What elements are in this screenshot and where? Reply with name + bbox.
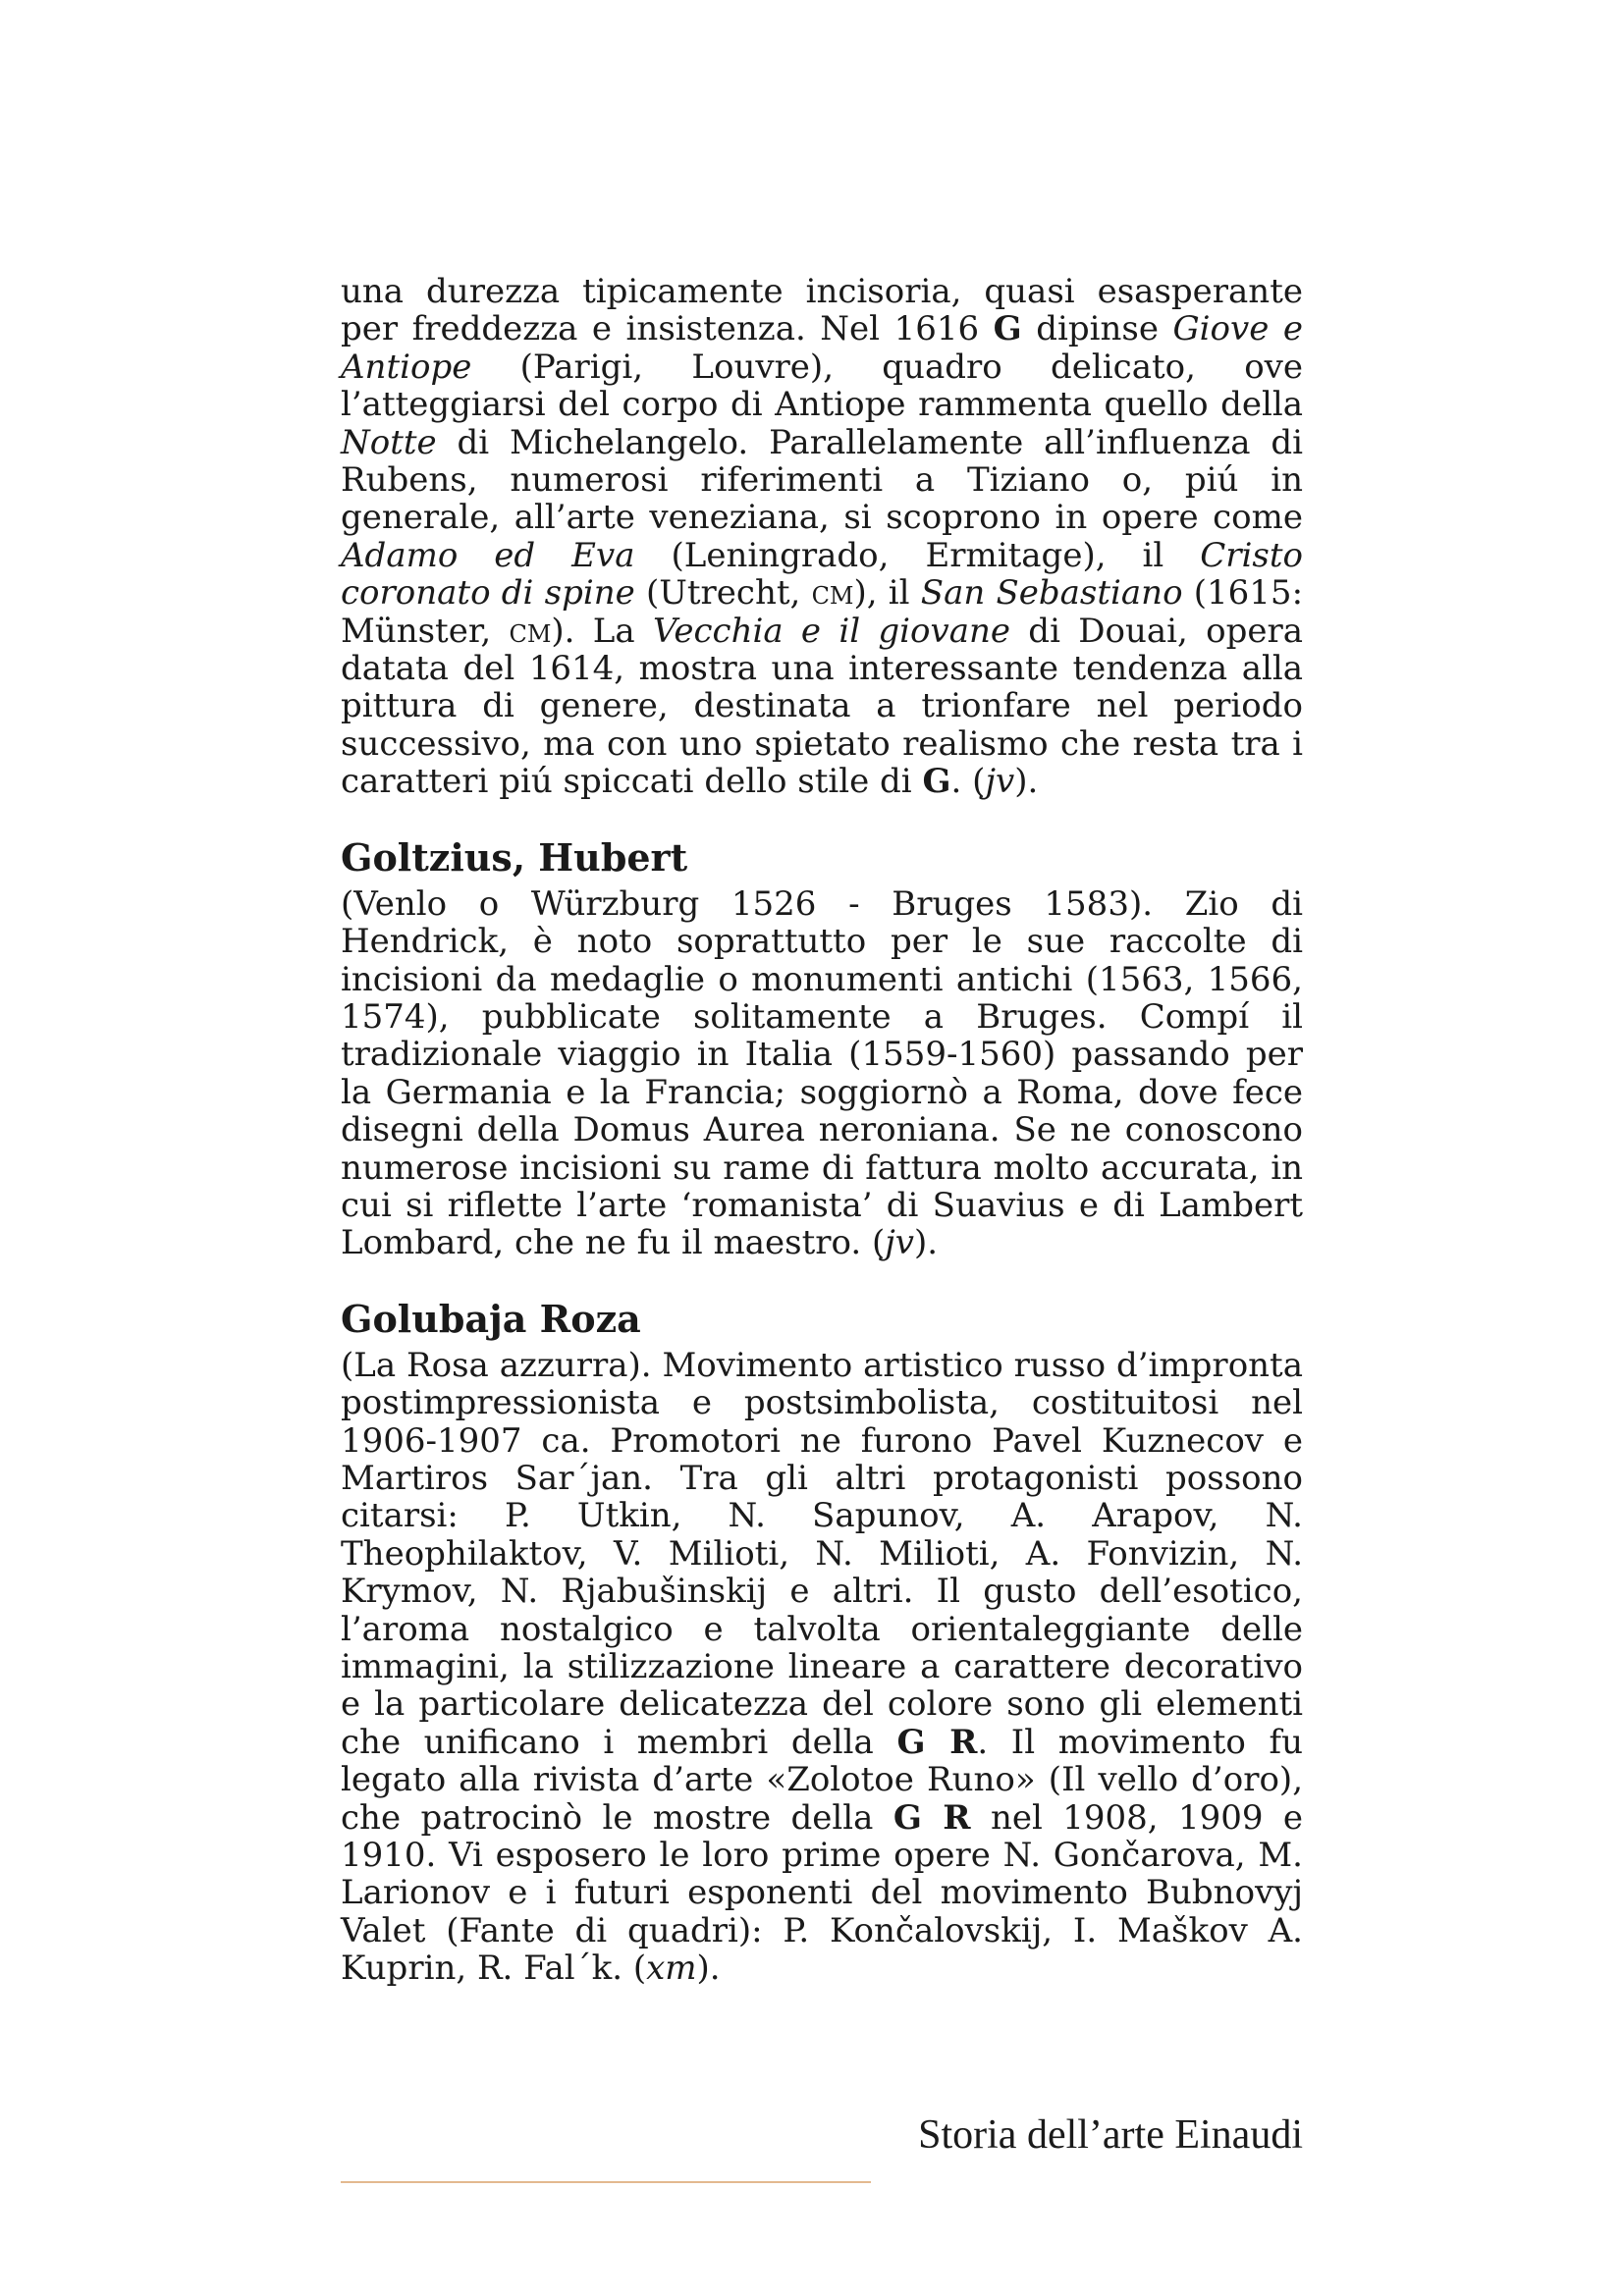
text-run: (Utrecht,: [634, 573, 812, 614]
text-run: nel 1908, 1909 e 1910. Vi esposero le loro prime opere N. Gončarova, M. Larionov e i futuri esponenti del movimento Bubnovyj Valet (Fante di quadri): P. Končalovskij, I. Maškov A. Kuprin, R. Fal´k. (: [341, 1797, 1303, 1989]
text-run: una durezza tipicamente incisoria, quasi esasperante per freddezza e insistenza. Nel 1616: [341, 272, 1303, 349]
italic-run: jv: [985, 762, 1015, 802]
continuation-paragraph: [341, 273, 1303, 801]
text-run: (Venlo o Würzburg 1526 - Bruges 1583). Zio di Hendrick, è noto soprattutto per le sue raccolte di incisioni da medaglie o monumenti antichi (1563, 1566, 1574), pubblicate solitamente a Bruges. Compí il tradizionale viaggio in Italia (1559-1560) passando per la Germania e la Francia; soggiornò a Roma, dove fece disegni della Domus Aurea neroniana. Se ne conoscono numerose incisioni su rame di fattura molto accurata, in cui si riflette l’arte ‘romanista’ di Suavius e di Lambert Lombard, che ne fu il maestro. (: [341, 883, 1303, 1263]
bold-run: G: [993, 309, 1022, 349]
entry-goltzius-hubert: [341, 836, 1303, 1262]
text-run: (Leningrado, Ermitage), il: [634, 535, 1201, 575]
entry-paragraph: [341, 885, 1303, 1262]
text-run: ).: [914, 1223, 939, 1263]
text-run: di Michelangelo. Parallelamente all’influenza di Rubens, numerosi riferimenti a Tiziano o, piú in generale, all’arte veneziana, si scoprono in opere come: [341, 422, 1303, 538]
entry-continuation: [341, 273, 1303, 801]
text-run: . Il movimento fu legato alla rivista d’arte «Zolotoe Runo» (Il vello d’oro), che patrocinò le mostre della: [341, 1722, 1303, 1838]
footer-title: Storia dell’arte Einaudi: [918, 2112, 1303, 2158]
text-run: (Parigi, Louvre), quadro delicato, ove l’atteggiarsi del corpo di Antiope rammenta quello della: [341, 347, 1303, 425]
italic-run: San Sebastiano: [920, 573, 1183, 614]
italic-run: Giove e Antiope: [341, 309, 1304, 387]
text-column: [341, 273, 1303, 1988]
bold-run: G: [922, 762, 951, 802]
italic-run: Vecchia e il giovane: [652, 611, 1010, 651]
entry-title: Goltzius, Hubert: [341, 834, 688, 880]
text-run: (La Rosa azzurra). Movimento artistico russo d’impronta postimpressionista e postsimbolista, costituitosi nel 1906-1907 ca. Promotori ne furono Pavel Kuznecov e Martiros Sar´jan. Tra gli altri protagonisti possono citarsi: P. Utkin, N. Sapunov, A. Arapov, N. Theophilaktov, V. Milioti, N. Milioti, A. Fonvizin, N. Krymov, N. Rjabušinskij e altri. Il gusto dell’esotico, l’aroma nostalgico e talvolta orientaleggiante delle immagini, la stilizzazione lineare a carattere decorativo e la particolare delicatezza del colore sono gli elementi che unificano i membri della: [341, 1345, 1303, 1762]
smallcaps-run: cm: [509, 611, 552, 651]
italic-run: Notte: [341, 422, 437, 462]
italic-run: jv: [885, 1223, 914, 1263]
text-run: . (: [950, 762, 986, 802]
entry-title: Golubaja Roza: [341, 1296, 641, 1341]
text-run: (1615: Münster,: [341, 573, 1304, 651]
text-run: dipinse: [1021, 309, 1173, 349]
text-run: ). La: [551, 611, 653, 651]
italic-run: Adamo ed Eva: [341, 535, 635, 575]
text-run: ).: [1014, 762, 1039, 802]
footer-rule: [341, 2181, 871, 2183]
bold-run: G R: [896, 1722, 978, 1762]
page-footer: [341, 2109, 1303, 2162]
italic-run: xm: [646, 1949, 697, 1989]
text-run: ).: [696, 1949, 721, 1989]
text-run: ), il: [853, 573, 921, 614]
italic-run: Cristo coronato di spine: [341, 535, 1303, 614]
smallcaps-run: cm: [811, 573, 854, 614]
bold-run: G R: [893, 1797, 971, 1838]
text-run: di Douai, opera datata del 1614, mostra una interessante tendenza alla pittura di genere, destinata a trionfare nel periodo successivo, ma con uno spietato realismo che resta tra i caratteri piú spiccati dello stile di: [341, 611, 1303, 802]
entry-golubaja-roza: [341, 1298, 1303, 1988]
entry-paragraph: [341, 1347, 1303, 1988]
